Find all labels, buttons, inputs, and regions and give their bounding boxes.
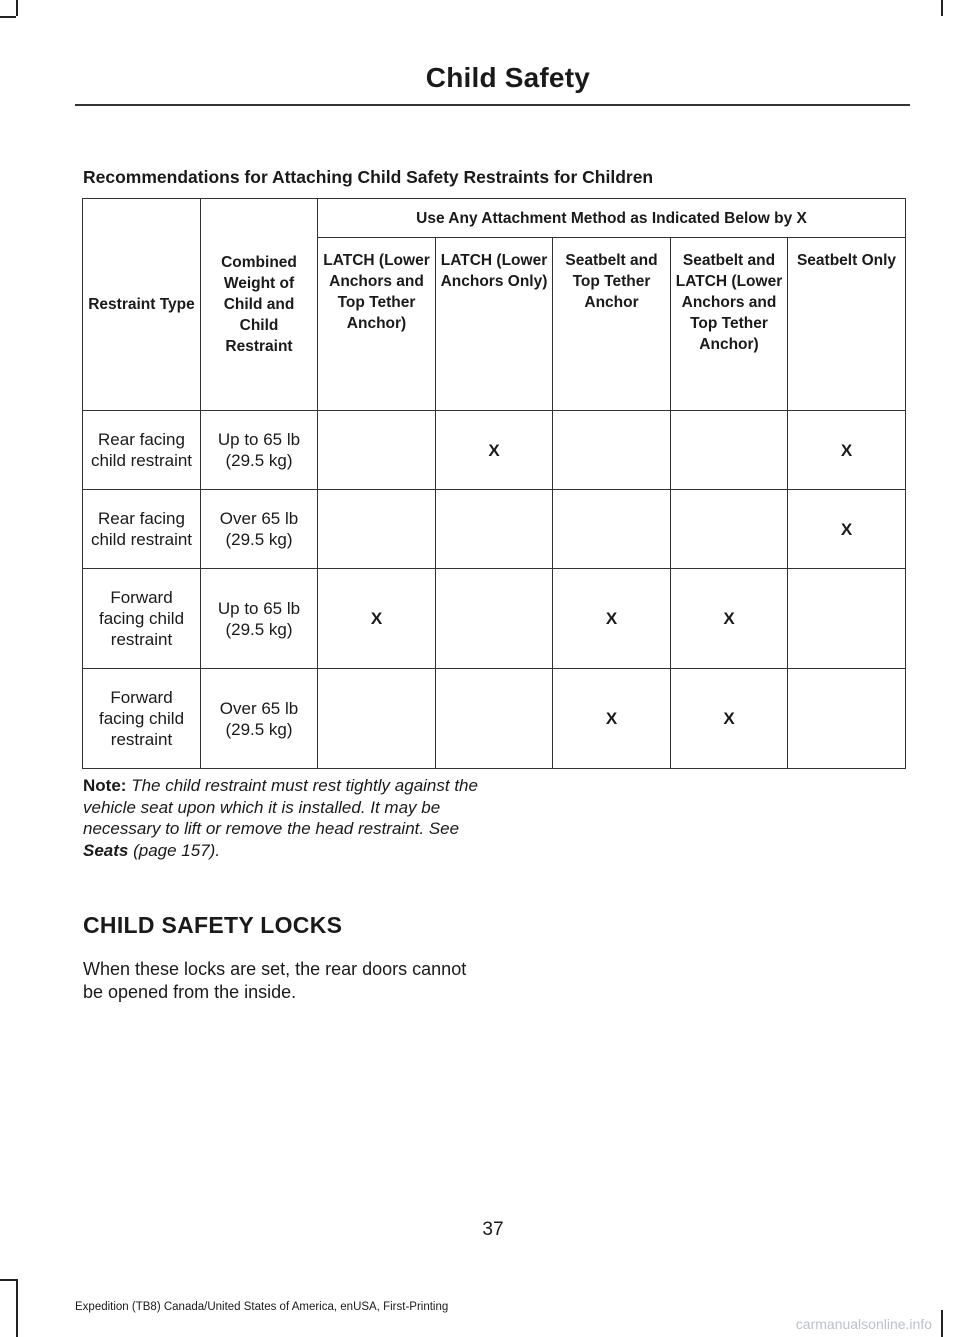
page-title: Child Safety — [425, 62, 590, 93]
note-page-reference: (page 157). — [133, 840, 221, 860]
header-method-seatbelt-only: Seatbelt Only — [788, 238, 906, 411]
crop-mark-bottom-left-h — [0, 1279, 16, 1281]
cell-mark: X — [318, 569, 436, 669]
cell-mark — [318, 490, 436, 569]
cell-weight: Up to 65 lb (29.5 kg) — [201, 569, 318, 669]
seats-reference-link[interactable]: Seats — [83, 840, 129, 860]
cell-mark — [436, 669, 553, 769]
watermark: carmanualsonline.info — [795, 1316, 932, 1332]
cell-mark — [436, 569, 553, 669]
cell-restraint-type: Rear facing child restraint — [83, 490, 201, 569]
cell-mark: X — [788, 490, 906, 569]
cell-mark — [553, 411, 671, 490]
header-combined-weight: Combined Weight of Child and Child Restraint — [201, 199, 318, 411]
cell-mark: X — [671, 569, 788, 669]
crop-mark-top-left-h — [0, 16, 16, 18]
crop-mark-top-right — [941, 0, 943, 16]
crop-mark-bottom-left — [16, 1279, 18, 1337]
cell-mark: X — [788, 411, 906, 490]
table-row — [83, 669, 906, 769]
restraint-table — [82, 198, 906, 769]
header-restraint-type: Restraint Type — [83, 199, 201, 411]
header-attachment-method: Use Any Attachment Method as Indicated Below by X — [318, 199, 906, 238]
crop-mark-top-left — [16, 0, 18, 16]
note-label: Note: — [83, 776, 127, 795]
cell-mark — [671, 490, 788, 569]
footer-edition-text: Expedition (TB8) Canada/United States of America, enUSA, First-Printing — [75, 1301, 449, 1313]
cell-mark: X — [553, 669, 671, 769]
cell-mark — [553, 490, 671, 569]
cell-mark: X — [436, 411, 553, 490]
cell-mark — [436, 490, 553, 569]
cell-weight: Up to 65 lb (29.5 kg) — [201, 411, 318, 490]
crop-mark-bottom-right — [941, 1310, 943, 1337]
cell-restraint-type: Forward facing child restraint — [83, 569, 201, 669]
header-method-latch-top-tether: LATCH (Lower Anchors and Top Tether Anchor) — [318, 238, 436, 411]
header-method-latch-lower-only: LATCH (Lower Anchors Only) — [436, 238, 553, 411]
cell-restraint-type: Forward facing child restraint — [83, 669, 201, 769]
table-title: Recommendations for Attaching Child Safety Restraints for Children — [83, 167, 654, 187]
cell-mark — [788, 569, 906, 669]
table-row — [83, 569, 906, 669]
cell-mark — [318, 411, 436, 490]
table-row — [83, 411, 906, 490]
cell-restraint-type: Rear facing child restraint — [83, 411, 201, 490]
cell-mark — [788, 669, 906, 769]
note-paragraph — [83, 775, 483, 861]
cell-mark: X — [553, 569, 671, 669]
cell-mark: X — [671, 669, 788, 769]
cell-mark — [318, 669, 436, 769]
cell-mark — [671, 411, 788, 490]
cell-weight: Over 65 lb (29.5 kg) — [201, 490, 318, 569]
note-text: The child restraint must rest tightly against the vehicle seat upon which it is installed. It may be necessary to lift or remove the head restraint. See — [83, 776, 478, 838]
header-method-seatbelt-top-tether: Seatbelt and Top Tether Anchor — [553, 238, 671, 411]
table-row — [83, 490, 906, 569]
cell-weight: Over 65 lb (29.5 kg) — [201, 669, 318, 769]
section-body: When these locks are set, the rear doors cannot be opened from the inside. — [83, 959, 467, 1002]
page-number: 37 — [482, 1219, 504, 1240]
header-method-seatbelt-latch: Seatbelt and LATCH (Lower Anchors and Top Tether Anchor) — [671, 238, 788, 411]
header-divider — [75, 104, 910, 106]
section-heading: CHILD SAFETY LOCKS — [83, 912, 343, 938]
